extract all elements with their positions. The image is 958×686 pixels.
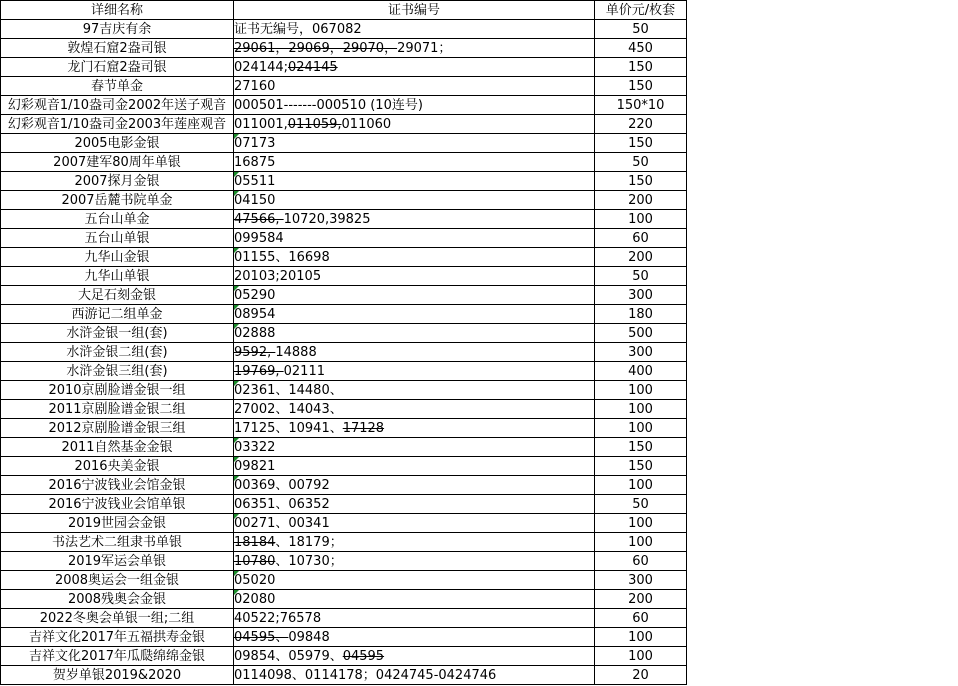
cell-name[interactable]: 春节单金: [1, 77, 234, 96]
table-row: [1, 552, 687, 571]
certificate-number: 099584: [234, 230, 284, 246]
table-row: [1, 191, 687, 210]
table-row: [1, 153, 687, 172]
table-row: [1, 77, 687, 96]
cell-price[interactable]: 50: [595, 20, 687, 39]
cell-price[interactable]: 50: [595, 495, 687, 514]
cell-price[interactable]: 100: [595, 381, 687, 400]
header-code[interactable]: 证书编号: [234, 1, 595, 20]
cell-price[interactable]: 300: [595, 343, 687, 362]
cell-name[interactable]: 2010京剧脸谱金银一组: [1, 381, 234, 400]
certificate-number: 00271、00341: [234, 515, 330, 531]
cell-price[interactable]: 300: [595, 286, 687, 305]
cell-certificate[interactable]: [234, 286, 595, 305]
certificate-number: 02361、14480、: [234, 382, 343, 398]
cell-price[interactable]: 50: [595, 267, 687, 286]
cell-certificate[interactable]: [234, 39, 595, 58]
table-row: [1, 248, 687, 267]
cell-name[interactable]: 2011京剧脸谱金银二组: [1, 400, 234, 419]
table-row: [1, 419, 687, 438]
cell-price[interactable]: 150: [595, 77, 687, 96]
cell-certificate[interactable]: [234, 77, 595, 96]
table-row: [1, 571, 687, 590]
cell-certificate[interactable]: [234, 590, 595, 609]
cell-price[interactable]: 200: [595, 191, 687, 210]
certificate-number: 000501-------000510 (10连号): [234, 97, 423, 113]
cell-price[interactable]: 100: [595, 476, 687, 495]
cell-certificate[interactable]: [234, 305, 595, 324]
cell-name[interactable]: 西游记二组单金: [1, 305, 234, 324]
cell-name[interactable]: 2016宁波钱业会馆单银: [1, 495, 234, 514]
cell-certificate[interactable]: [234, 267, 595, 286]
cell-name[interactable]: 2008奥运会一组金银: [1, 571, 234, 590]
certificate-number: 0114098、0114178；0424745-0424746: [234, 667, 497, 683]
cell-certificate[interactable]: [234, 571, 595, 590]
cell-certificate[interactable]: [234, 476, 595, 495]
cell-name[interactable]: 敦煌石窟2盎司银: [1, 39, 234, 58]
struck-number: 17128: [342, 420, 385, 436]
table-row: [1, 115, 687, 134]
cell-name[interactable]: 贺岁单银2019&2020: [1, 666, 234, 685]
cell-price[interactable]: 150: [595, 457, 687, 476]
table-row: [1, 96, 687, 115]
certificate-number: 011060: [341, 116, 392, 132]
table-row: [1, 628, 687, 647]
cell-certificate[interactable]: [234, 153, 595, 172]
struck-number: 04595、: [234, 629, 289, 645]
table-row: [1, 134, 687, 153]
certificate-number: 09854、05979、: [234, 648, 343, 664]
cell-name[interactable]: 五台山单银: [1, 229, 234, 248]
cell-name[interactable]: 2011自然基金金银: [1, 438, 234, 457]
certificate-number: 02111: [283, 363, 325, 379]
cell-name[interactable]: 2012京剧脸谱金银三组: [1, 419, 234, 438]
certificate-number: 03322: [234, 439, 276, 455]
cell-price[interactable]: 20: [595, 666, 687, 685]
cell-certificate[interactable]: [234, 115, 595, 134]
table-row: [1, 533, 687, 552]
cell-price[interactable]: 100: [595, 419, 687, 438]
struck-number: 011059,: [287, 116, 342, 132]
table-row: [1, 609, 687, 628]
certificate-number: 011001,: [234, 116, 288, 132]
certificate-number: 05020: [234, 572, 276, 588]
certificate-number: 、10730；: [275, 553, 343, 569]
cell-certificate[interactable]: [234, 552, 595, 571]
cell-name[interactable]: 九华山单银: [1, 267, 234, 286]
struck-number: 024145: [288, 59, 338, 75]
cell-name[interactable]: 2005电影金银: [1, 134, 234, 153]
table-row: [1, 514, 687, 533]
header-name[interactable]: 详细名称: [1, 1, 234, 20]
certificate-number: 024144;: [234, 59, 289, 75]
certificate-number: 05511: [234, 173, 276, 189]
table-row: [1, 476, 687, 495]
cell-certificate[interactable]: [234, 628, 595, 647]
certificate-number: 09821: [234, 458, 276, 474]
cell-certificate[interactable]: [234, 210, 595, 229]
certificate-number: 27160: [234, 78, 276, 94]
certificate-number: 、18179；: [275, 534, 343, 550]
table-row: [1, 267, 687, 286]
certificate-number: 01155、16698: [234, 249, 330, 265]
table-row: [1, 39, 687, 58]
certificate-number: 20103;20105: [234, 268, 322, 284]
cell-name[interactable]: 2008残奥会金银: [1, 590, 234, 609]
cell-certificate[interactable]: [234, 609, 595, 628]
cell-price[interactable]: 100: [595, 514, 687, 533]
table-row: [1, 381, 687, 400]
struck-number: 29061，29069，29070，: [234, 40, 398, 56]
table-row: [1, 286, 687, 305]
cell-certificate[interactable]: [234, 666, 595, 685]
table-row: [1, 362, 687, 381]
cell-price[interactable]: 200: [595, 248, 687, 267]
cell-price[interactable]: 200: [595, 590, 687, 609]
cell-price[interactable]: 450: [595, 39, 687, 58]
table-row: [1, 647, 687, 666]
cell-price[interactable]: 150: [595, 438, 687, 457]
cell-name[interactable]: 2007建军80周年单银: [1, 153, 234, 172]
cell-price[interactable]: 100: [595, 400, 687, 419]
cell-certificate[interactable]: [234, 647, 595, 666]
cell-certificate[interactable]: [234, 495, 595, 514]
certificate-number: 07173: [234, 135, 276, 151]
cell-certificate[interactable]: [234, 419, 595, 438]
table-row: [1, 438, 687, 457]
table-row: [1, 457, 687, 476]
cell-name[interactable]: 2007岳麓书院单金: [1, 191, 234, 210]
cell-name[interactable]: 吉祥文化2017年瓜瓞绵绵金银: [1, 647, 234, 666]
certificate-number: 29071；: [397, 40, 452, 56]
cell-name[interactable]: 2022冬奥会单银一组;二组: [1, 609, 234, 628]
cell-name[interactable]: 97吉庆有余: [1, 20, 234, 39]
cell-price[interactable]: 60: [595, 552, 687, 571]
certificate-number: 14888: [275, 344, 317, 360]
struck-number: 10780: [234, 553, 276, 569]
cell-price[interactable]: 100: [595, 628, 687, 647]
cell-price[interactable]: 150: [595, 58, 687, 77]
cell-name[interactable]: 书法艺术二组隶书单银: [1, 533, 234, 552]
cell-certificate[interactable]: [234, 248, 595, 267]
certificate-number: 04150: [234, 192, 276, 208]
cell-certificate[interactable]: [234, 134, 595, 153]
cell-name[interactable]: 2019世园会金银: [1, 514, 234, 533]
cell-certificate[interactable]: [234, 229, 595, 248]
cell-certificate[interactable]: [234, 400, 595, 419]
cell-certificate[interactable]: [234, 533, 595, 552]
struck-number: 04595: [342, 648, 385, 664]
cell-name[interactable]: 水浒金银二组(套): [1, 343, 234, 362]
table-row: [1, 666, 687, 685]
table-body: [1, 20, 687, 685]
cell-certificate[interactable]: [234, 20, 595, 39]
table-row: [1, 324, 687, 343]
certificate-number: 16875: [234, 154, 276, 170]
cell-price[interactable]: 100: [595, 533, 687, 552]
cell-price[interactable]: 150: [595, 172, 687, 191]
struck-number: 19769,: [234, 363, 284, 379]
table-row: [1, 400, 687, 419]
header-row: [1, 1, 687, 20]
table-row: [1, 58, 687, 77]
cell-certificate[interactable]: [234, 514, 595, 533]
cell-certificate[interactable]: [234, 96, 595, 115]
cell-name[interactable]: 幻彩观音1/10盎司金2002年送子观音: [1, 96, 234, 115]
cell-certificate[interactable]: [234, 457, 595, 476]
table-row: [1, 20, 687, 39]
cell-price[interactable]: 180: [595, 305, 687, 324]
cell-certificate[interactable]: [234, 191, 595, 210]
cell-certificate[interactable]: [234, 438, 595, 457]
table-row: [1, 210, 687, 229]
struck-number: 9592,: [234, 344, 276, 360]
cell-price[interactable]: 100: [595, 210, 687, 229]
cell-price[interactable]: 400: [595, 362, 687, 381]
header-price[interactable]: 单价元/枚套: [595, 1, 687, 20]
cell-certificate[interactable]: [234, 172, 595, 191]
cell-price[interactable]: 60: [595, 229, 687, 248]
cell-price[interactable]: 150: [595, 134, 687, 153]
certificate-number: 40522;76578: [234, 610, 322, 626]
cell-price[interactable]: 300: [595, 571, 687, 590]
cell-name[interactable]: 水浒金银一组(套): [1, 324, 234, 343]
cell-name[interactable]: 五台山单金: [1, 210, 234, 229]
certificate-number: 09848: [288, 629, 330, 645]
certificate-number: 17125、10941、: [234, 420, 343, 436]
table-row: [1, 495, 687, 514]
cell-price[interactable]: 220: [595, 115, 687, 134]
table-row: [1, 172, 687, 191]
certificate-number: 02888: [234, 325, 276, 341]
certificate-number: 08954: [234, 306, 276, 322]
cell-price[interactable]: 60: [595, 609, 687, 628]
cell-certificate[interactable]: [234, 381, 595, 400]
cell-name[interactable]: 龙门石窟2盎司银: [1, 58, 234, 77]
certificate-number: 02080: [234, 591, 276, 607]
certificate-number: 证书无编号，067082: [234, 21, 362, 37]
cell-price[interactable]: 150*10: [595, 96, 687, 115]
cell-name[interactable]: 2019军运会单银: [1, 552, 234, 571]
cell-price[interactable]: 500: [595, 324, 687, 343]
cell-name[interactable]: 水浒金银三组(套): [1, 362, 234, 381]
cell-name[interactable]: 2016宁波钱业会馆金银: [1, 476, 234, 495]
table-row: [1, 305, 687, 324]
cell-name[interactable]: 大足石刻金银: [1, 286, 234, 305]
cell-name[interactable]: 2016央美金银: [1, 457, 234, 476]
cell-name[interactable]: 吉祥文化2017年五福拱寿金银: [1, 628, 234, 647]
certificate-number: 06351、06352: [234, 496, 330, 512]
certificate-number: 10720,39825: [283, 211, 371, 227]
cell-certificate[interactable]: [234, 324, 595, 343]
cell-name[interactable]: 2007探月金银: [1, 172, 234, 191]
table-row: [1, 229, 687, 248]
cell-price[interactable]: 50: [595, 153, 687, 172]
struck-number: 18184: [234, 534, 276, 550]
table-row: [1, 590, 687, 609]
cell-price[interactable]: 100: [595, 647, 687, 666]
cell-certificate[interactable]: [234, 362, 595, 381]
certificate-number: 00369、00792: [234, 477, 330, 493]
cell-name[interactable]: 九华山金银: [1, 248, 234, 267]
cell-certificate[interactable]: [234, 343, 595, 362]
certificate-number: 27002、14043、: [234, 401, 343, 417]
struck-number: 47566,: [234, 211, 284, 227]
cell-name[interactable]: 幻彩观音1/10盎司金2003年莲座观音: [1, 115, 234, 134]
certificate-number: 05290: [234, 287, 276, 303]
table-row: [1, 343, 687, 362]
cell-certificate[interactable]: [234, 58, 595, 77]
